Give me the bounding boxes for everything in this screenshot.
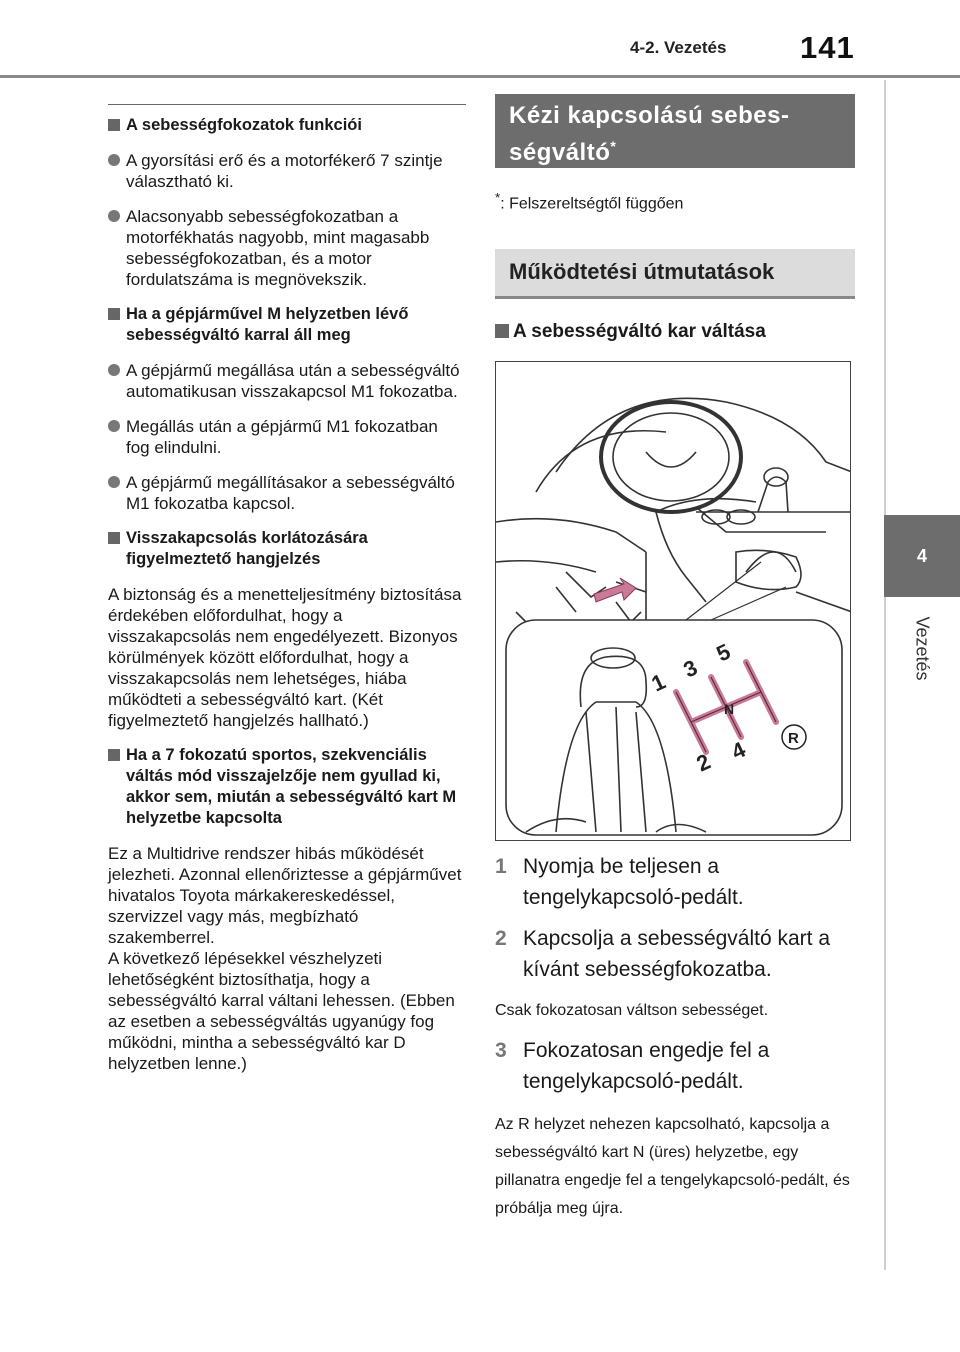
illustration-svg: [496, 362, 851, 841]
note-text: Csak fokozatosan váltson sebességet.: [495, 1002, 769, 1020]
gear-label-3: 3: [679, 655, 702, 683]
square-bullet-icon: [108, 304, 126, 346]
subheading: A sebességváltó kar váltása: [495, 321, 855, 343]
step-item: 2 Kapcsolja a sebességváltó kart a kívánt sebességfokozatba.: [495, 927, 831, 982]
square-bullet-icon: [108, 528, 126, 570]
circle-bullet-icon: [108, 472, 126, 514]
circle-bullet-icon: [108, 150, 126, 192]
subheading: A sebességfokozatok funkciói: [108, 115, 466, 136]
bullet-item: Alacsonyabb sebességfokozatban a motorfékhatás nagyobb, mint magasabb sebességfokozatban, és a motor fordulatszáma is megnövekszik.: [108, 206, 466, 290]
section-heading: Kézi kapcsolású sebes- ségváltó*: [495, 94, 855, 168]
chapter-number: 4: [916, 545, 927, 566]
gear-label-r: R: [788, 730, 799, 748]
square-bullet-icon: [108, 115, 126, 136]
subheading: Ha a gépjárművel M helyzetben lévő sebességváltó karral áll meg: [108, 304, 466, 346]
page-number: 141: [800, 30, 855, 65]
note-text: Az R helyzet nehezen kapcsolható, kapcsolja a sebességváltó kart N (üres) helyzetbe, egy pillanatra engedje fel a tengelykapcsoló-pedált, és próbálja meg újra.: [495, 1116, 850, 1218]
right-column: [495, 94, 855, 1223]
gear-label-n: N: [724, 701, 735, 718]
bullet-item: Megállás után a gépjármű M1 fokozatban fog elindulni.: [108, 416, 466, 458]
header-rule: [0, 75, 960, 78]
chapter-tab[interactable]: [884, 515, 960, 597]
subheading: Visszakapcsolás korlátozására figyelmeztető hangjelzés: [108, 528, 466, 570]
gear-shift-illustration: [495, 361, 851, 841]
square-bullet-icon: [495, 321, 513, 343]
bullet-item: A gépjármű megállása után a sebességváltó automatikusan visszakapcsol M1 fokozatba.: [108, 360, 466, 402]
paragraph: Ez a Multidrive rendszer hibás működését jelezheti. Azonnal ellenőriztesse a gépjárművet hivatalos Toyota márkakereskedéssel, szervizzel vagy más, megbízható szakemberrel. A következő lépésekkel vészhelyzeti lehetőségként biztosíthatja, hogy a sebességváltó karral váltani lehessen. (Ebben az esetben a sebességváltás ugyanúgy fog működni, mintha a sebességváltó kar D helyzetben lenne.): [108, 844, 462, 1073]
gear-label-1: 1: [647, 669, 670, 697]
circle-bullet-icon: [108, 360, 126, 402]
step-item: 1 Nyomja be teljesen a tengelykapcsoló-pedált.: [495, 855, 744, 910]
gear-label-5: 5: [712, 639, 735, 667]
circle-bullet-icon: [108, 416, 126, 458]
divider: [108, 104, 466, 105]
instructions-heading: Működtetési útmutatások: [495, 249, 855, 299]
bullet-item: A gyorsítási erő és a motorfékerő 7 szintje választható ki.: [108, 150, 466, 192]
gear-label-4: 4: [727, 737, 750, 765]
section-title: 4-2. Vezetés: [630, 38, 727, 57]
square-bullet-icon: [108, 745, 126, 829]
chapter-label: Vezetés: [912, 615, 933, 681]
bullet-item: A gépjármű megállításakor a sebességváltó M1 fokozatba kapcsol.: [108, 472, 466, 514]
gear-label-2: 2: [692, 749, 715, 777]
paragraph: A biztonság és a menetteljesítmény biztosítása érdekében előfordulhat, hogy a visszakapcsolás nem engedélyezett. Bizonyos körülmények között előfordulhat, hogy a visszakapcsolás nem lehetséges, hiába működteti a sebességváltó kart. (Két figyelmeztető hangjelzés hallható.): [108, 585, 462, 730]
subheading: Ha a 7 fokozatú sportos, szekvenciális váltás mód visszajelzője nem gyullad ki, akkor sem, miután a sebességváltó kart M helyzetbe kapcsolta: [108, 745, 466, 829]
footnote: *: Felszereltségtől függően: [495, 190, 684, 213]
step-item: 3 Fokozatosan engedje fel a tengelykapcsoló-pedált.: [495, 1039, 770, 1094]
left-column: [108, 104, 466, 1088]
circle-bullet-icon: [108, 206, 126, 290]
